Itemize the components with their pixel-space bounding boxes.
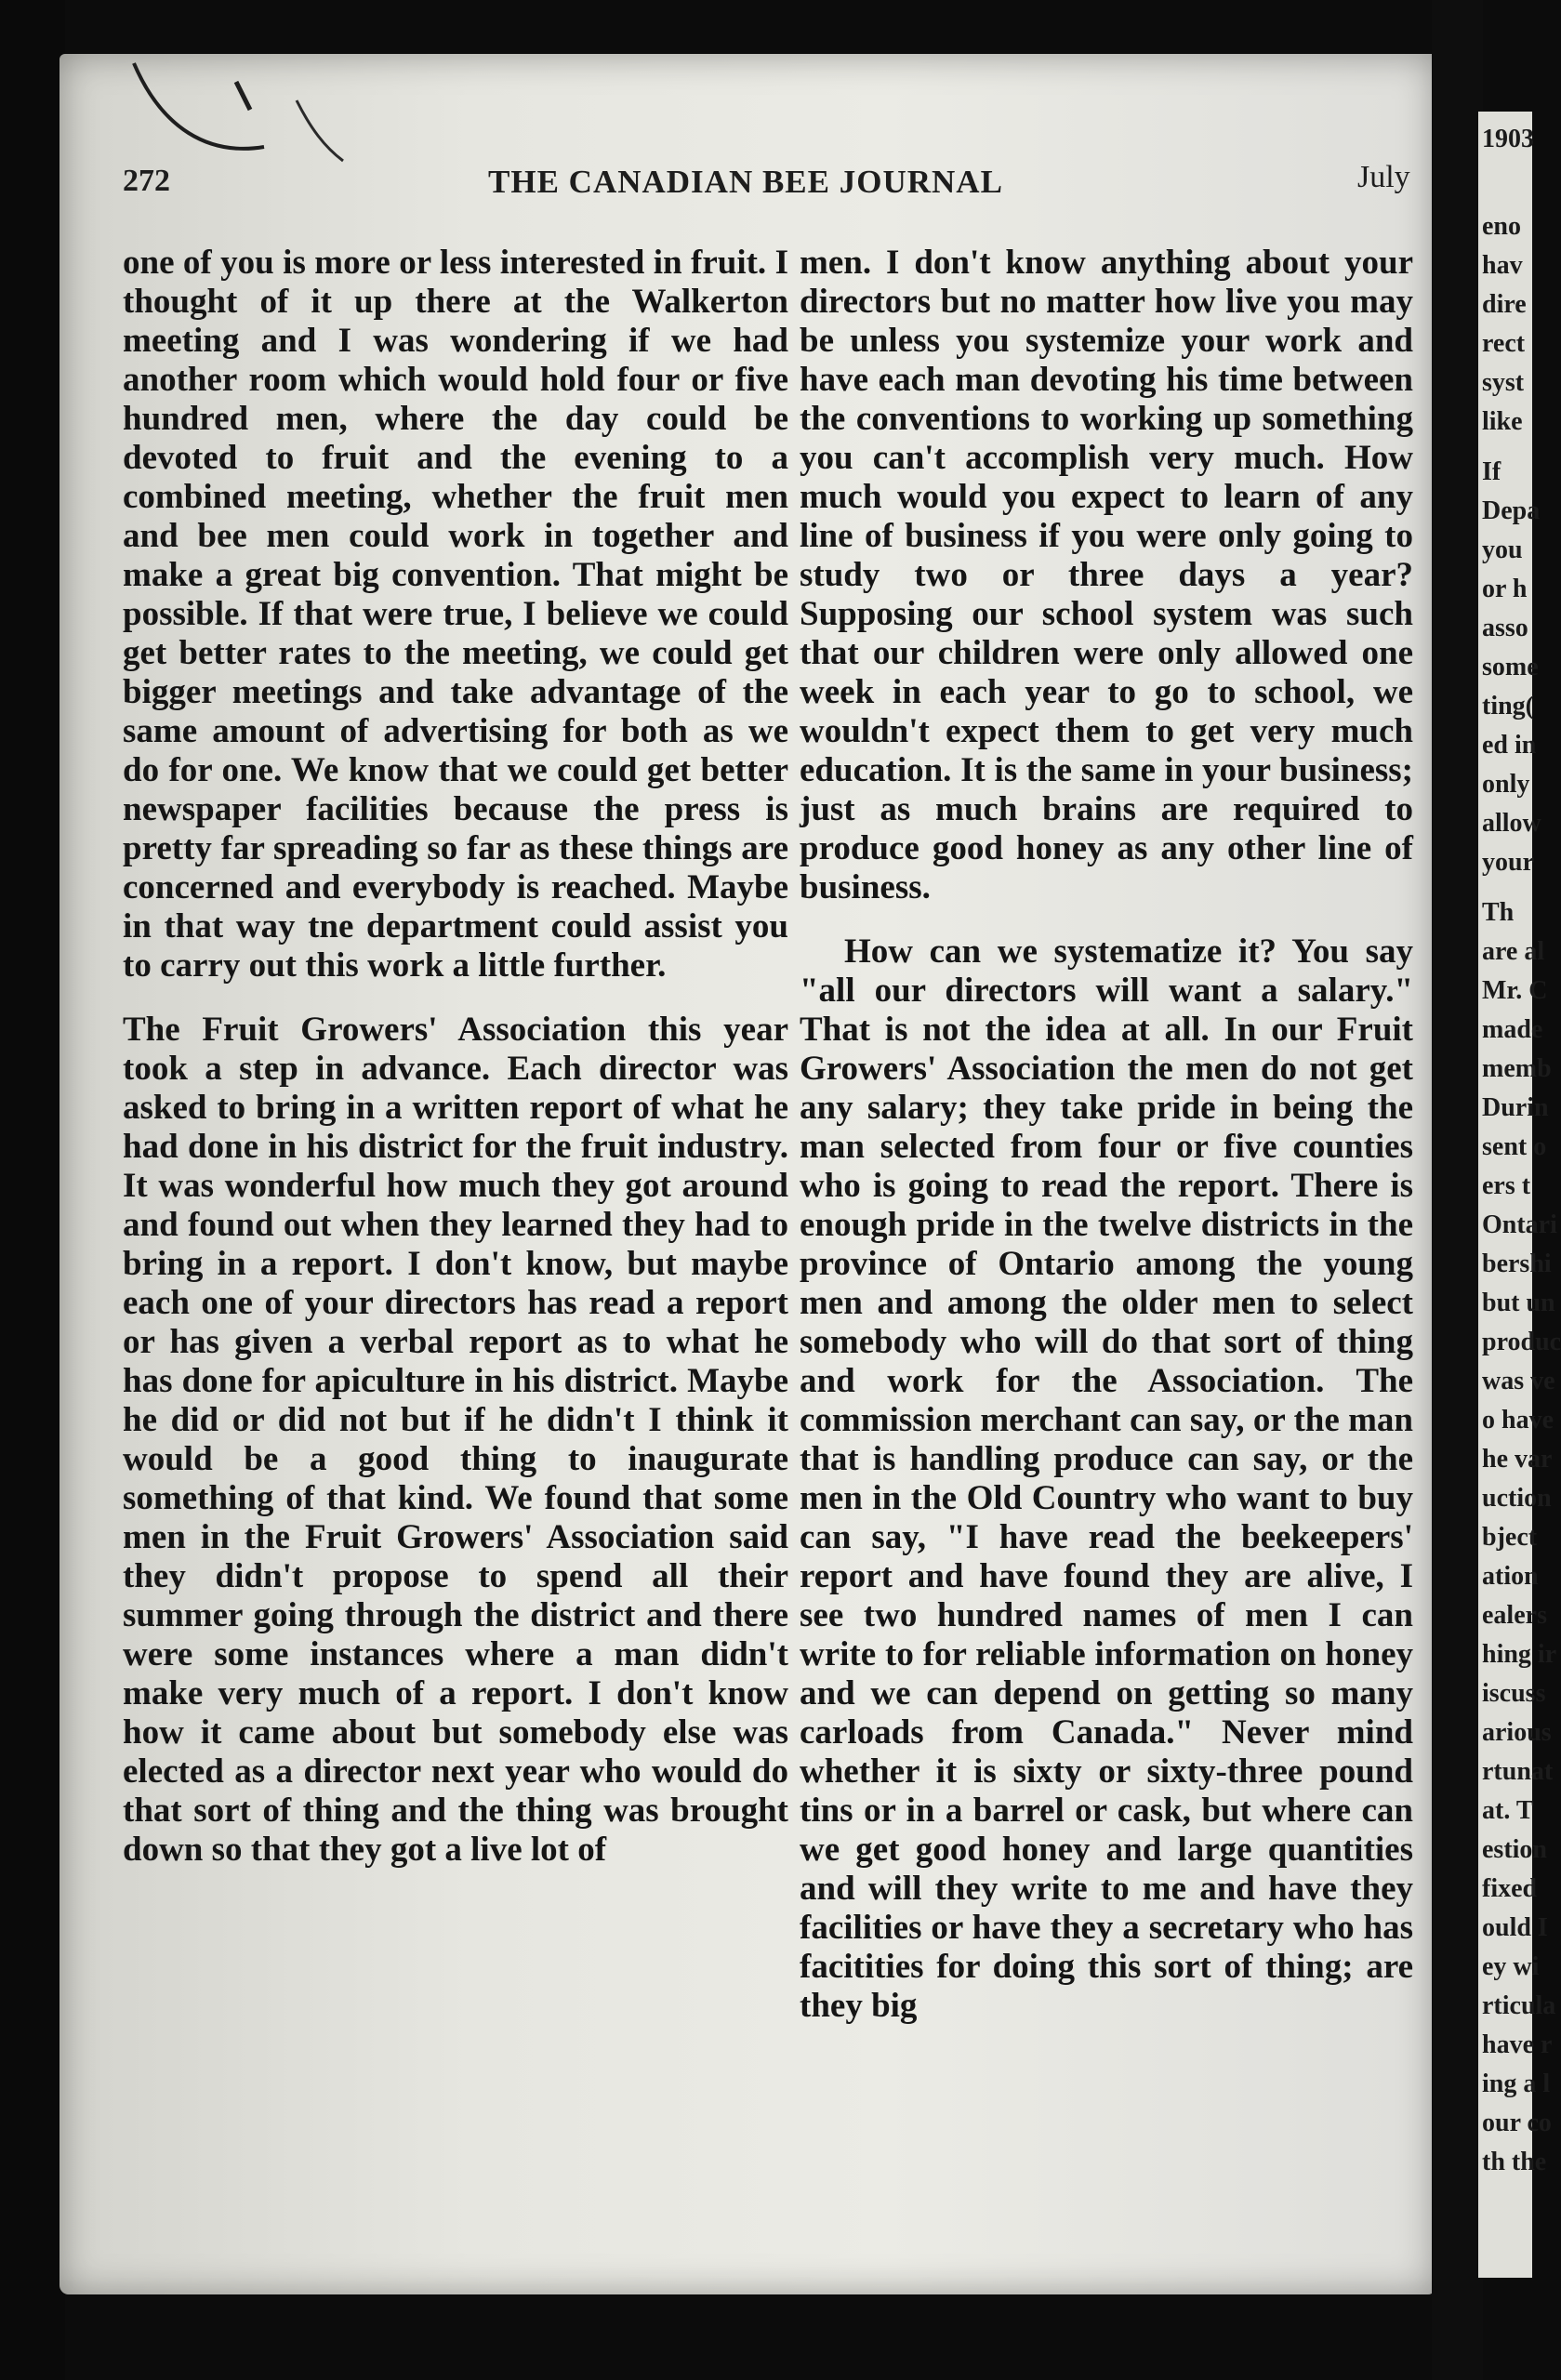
next-page-fragment: your <box>1482 848 1534 877</box>
next-page-fragment: are al <box>1482 937 1545 966</box>
next-page-fragment: Th <box>1482 898 1515 927</box>
issue-month: July <box>1357 160 1410 194</box>
next-page-fragment: was ve <box>1482 1367 1555 1395</box>
next-page-edge <box>1478 112 1561 2278</box>
next-page-fragment: eno <box>1482 212 1521 241</box>
next-page-fragment: but un <box>1482 1289 1555 1317</box>
next-page-fragment: ting( <box>1482 692 1534 721</box>
next-page-fragment: Mr. C <box>1482 976 1548 1005</box>
next-page-fragment: ould I <box>1482 1913 1548 1942</box>
paragraph: men. I don't know anything about your directors but no matter how live you may be unless you systemize your work and have each man devoting his time between the conventions to working up something you can't accomplish very much. How much would you expect to learn of any line of business if you were only going to study two or three days a year? Supposing our school system was such that our children were only allowed one week in each year to go to school, we wouldn't expect them to get very much education. It is the same in your business; just as much brains are required to produce good honey as any other line of business. <box>800 244 1413 906</box>
next-page-fragment: ey wi <box>1482 1952 1540 1981</box>
next-page-fragment: rect <box>1482 329 1526 358</box>
page-number: 272 <box>123 164 170 198</box>
right-text-column <box>800 244 1413 2051</box>
next-page-fragment: dire <box>1482 290 1527 319</box>
next-page-fragment: estion <box>1482 1835 1547 1864</box>
next-page-fragment: ing a l <box>1482 2069 1551 2098</box>
next-page-fragment: Depa <box>1482 496 1541 525</box>
next-page-fragment: iscuss <box>1482 1679 1546 1708</box>
next-page-fragment: th the <box>1482 2148 1547 2176</box>
next-page-fragment: uction <box>1482 1484 1552 1513</box>
next-page-fragment: ed in <box>1482 731 1537 760</box>
next-page-fragment: Durin <box>1482 1093 1549 1122</box>
next-page-fragment: like <box>1482 407 1523 436</box>
next-page-fragment: have r <box>1482 2030 1553 2059</box>
next-page-fragment: our co <box>1482 2109 1552 2137</box>
next-page-fragment: you <box>1482 536 1523 564</box>
next-page-fragment: 1903 <box>1482 125 1534 153</box>
book-gutter <box>1432 0 1483 2380</box>
next-page-fragment: hav <box>1482 251 1523 280</box>
scribble-mark <box>125 45 366 175</box>
next-page-fragment: rticula <box>1482 1991 1556 2020</box>
paragraph: one of you is more or less interested in fruit. I thought of it up there at the Walkerton meeting and I was wondering if we had another room which would hold four or five hundred men, where the day could be devoted to fruit and the evening to a combined meeting, whether the fruit men and bee men could work in together and make a great big convention. That might be possible. If that were true, I believe we could get better rates to the meeting, we could get bigger meetings and take advantage of the same amount of advertising for both as we do for one. We know that we could get better newspaper facilities because the press is pretty far spreading so far as these things are concerned and everybody is reached. Maybe in that way tne department could assist you to carry out this work a little further. <box>123 244 788 985</box>
paragraph: How can we systematize it? You say "all our directors will want a salary." That is not the idea at all. In our Fruit Growers' Association the men do not get any salary; they take pride in being the man selected from four or five counties who is going to read the report. There is enough pride in the twelve districts in the province of Ontario among the young men and among the older men to select somebody who will do that sort of thing and work for the Association. The commission merchant can say, or the man that is handling produce can say, or the men in the Old Country who want to buy can say, "I have read the beekeepers' report and have found they are alive, I see two hundred names of men I can write to for reliable information on honey and we can depend on getting so many carloads from Canada." Never mind whether it is sixty or sixty-three pound tins or in a barrel or cask, but where can we get good honey and large quantities and will they write to me and have they facilities or have they a secretary who has facitities for doing this sort of thing; are they big <box>800 932 1413 2025</box>
next-page-fragment: ealers <box>1482 1601 1547 1630</box>
next-page-fragment: ers t <box>1482 1171 1531 1200</box>
next-page-fragment: hing ir <box>1482 1640 1557 1669</box>
next-page-fragment: only <box>1482 770 1530 799</box>
paragraph: The Fruit Growers' Association this year took a step in advance. Each director was asked to bring in a written report of what he had done in his district for the fruit industry. It was wonderful how much they got around and found out when they learned they had to bring in a report. I don't know, but maybe each one of your directors has read a report or has given a verbal report as to what he has done for apiculture in his district. Maybe he did or did not but if he didn't I think it would be a good thing to inaugurate something of that kind. We found that some men in the Fruit Growers' Association said they didn't propose to spend all their summer going through the district and there were some instances where a man didn't make very much of a report. I don't know how it came about but somebody else was elected as a director next year who would do that sort of thing and the thing was brought down so that they got a live lot of <box>123 1011 788 1869</box>
next-page-fragment: made <box>1482 1015 1543 1044</box>
journal-title: THE CANADIAN BEE JOURNAL <box>488 164 1003 200</box>
next-page-fragment: some <box>1482 653 1539 681</box>
next-page-fragment: If <box>1482 457 1501 486</box>
next-page-fragment: asso <box>1482 614 1528 642</box>
next-page-fragment: Ontari <box>1482 1210 1557 1239</box>
next-page-fragment: syst <box>1482 368 1525 397</box>
next-page-fragment: at. T <box>1482 1796 1534 1825</box>
next-page-fragment: sent o <box>1482 1132 1547 1161</box>
scan-shadow-left <box>0 0 65 2380</box>
next-page-fragment: arious <box>1482 1718 1552 1747</box>
left-text-column <box>123 244 788 1895</box>
next-page-fragment: memb <box>1482 1054 1552 1083</box>
next-page-fragment: bject <box>1482 1523 1538 1552</box>
next-page-fragment: o have <box>1482 1406 1554 1435</box>
next-page-fragment: he var <box>1482 1445 1553 1474</box>
next-page-fragment: ation <box>1482 1562 1539 1591</box>
next-page-fragment: fixed <box>1482 1874 1538 1903</box>
next-page-fragment: allow <box>1482 809 1541 838</box>
next-page-fragment: bershi <box>1482 1250 1552 1278</box>
next-page-fragment: or h <box>1482 575 1528 603</box>
next-page-fragment: rtunat <box>1482 1757 1554 1786</box>
next-page-fragment: produc <box>1482 1328 1561 1356</box>
